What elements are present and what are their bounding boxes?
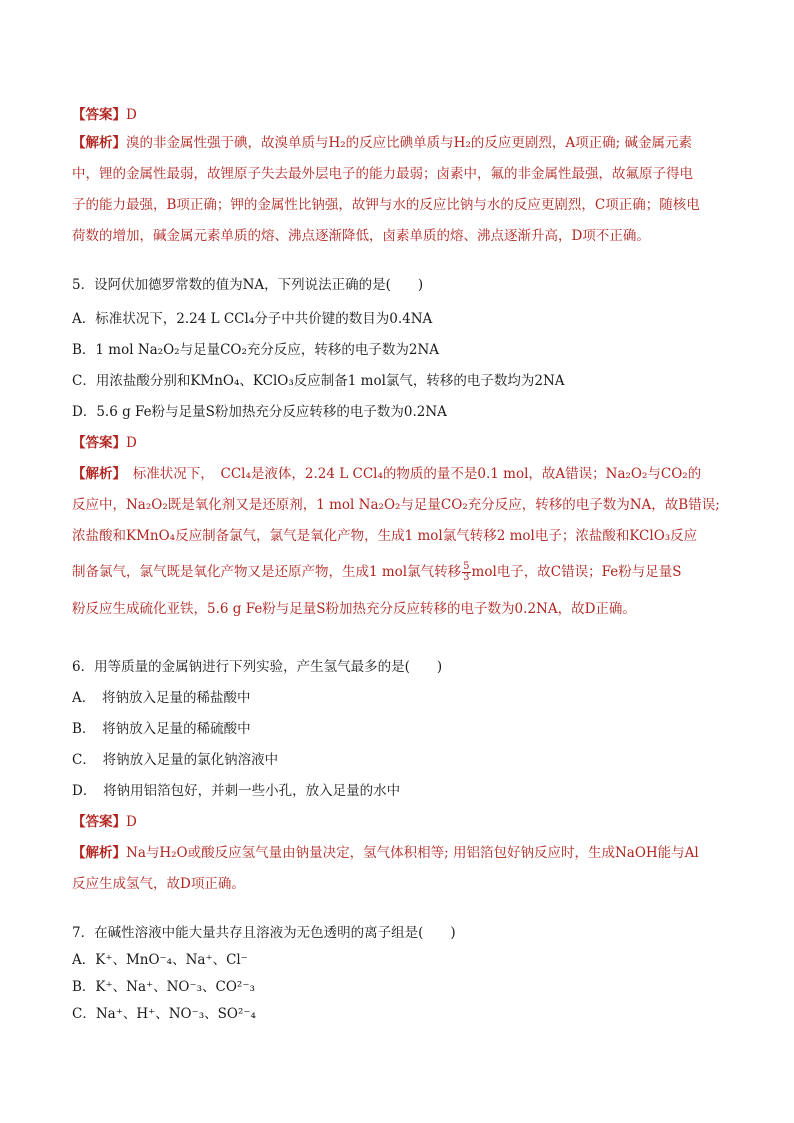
q6-analysis-line-2: 反应生成氢气，故D项正确。 (72, 876, 245, 892)
q5-option-d: D．5.6 g Fe粉与足量S粉加热充分反应转移的电子数为0.2NA (72, 404, 447, 420)
q7-option-c: C．Na⁺、H⁺、NO⁻₃、SO²⁻₄ (72, 1006, 256, 1022)
q7-option-b: B．K⁺、Na⁺、NO⁻₃、CO²⁻₃ (72, 979, 255, 995)
q5-option-c: C．用浓盐酸分别和KMnO₄、KClO₃反应制备1 mol氯气，转移的电子数均为2NA (72, 373, 565, 389)
q4-analysis-line-1: 【解析】溴的非金属性强于碘，故溴单质与H₂的反应比碘单质与H₂的反应更剧烈，A项正确; 碱金属元素 (72, 135, 692, 151)
q6-option-a: A． 将钠放入足量的稀盐酸中 (72, 690, 251, 706)
q5-answer: 【答案】D (72, 435, 137, 451)
q5-option-a: A．标准状况下，2.24 L CCl₄分子中共价键的数目为0.4NA (72, 311, 433, 327)
q6-option-c: C． 将钠放入足量的氯化钠溶液中 (72, 752, 279, 768)
q5-option-b: B．1 mol Na₂O₂与足量CO₂充分反应，转移的电子数为2NA (72, 342, 440, 358)
q4-analysis-line-4: 荷数的增加，碱金属元素单质的熔、沸点逐渐降低，卤素单质的熔、沸点逐渐升高，D项不正确。 (72, 228, 650, 244)
q6-stem: 6．用等质量的金属钠进行下列实验，产生氢气最多的是( ) (72, 659, 443, 675)
fraction-5-3: $\frac{5}{3}$ (463, 561, 470, 583)
q4-analysis-line-2: 中，锂的金属性最弱，故锂原子失去最外层电子的能力最弱；卤素中，氟的非金属性最强，故氟原子得电 (72, 166, 693, 182)
q7-option-a: A．K⁺、MnO⁻₄、Na⁺、Cl⁻ (72, 952, 248, 968)
q6-answer: 【答案】D (72, 814, 137, 830)
analysis-tag: 【解析】 (72, 135, 126, 151)
q7-stem: 7．在碱性溶液中能大量共存且溶液为无色透明的离子组是( ) (72, 925, 456, 941)
q6-analysis-line-1: 【解析】Na与H₂O或酸反应氢气量由钠量决定，氢气体积相等; 用铝箔包好钠反应时，生成NaOH能与Al (72, 845, 699, 861)
q5-stem: 5．设阿伏加德罗常数的值为NA，下列说法正确的是( ) (72, 277, 424, 293)
answer-tag: 【答案】 (72, 107, 126, 123)
answer-tag: 【答案】 (72, 814, 126, 830)
q5-analysis-line-5: 粉反应生成硫化亚铁，5.6 g Fe粉与足量S粉加热充分反应转移的电子数为0.2NA，故D正确。 (72, 601, 636, 617)
q6-option-d: D． 将钠用铝箔包好，并刺一些小孔，放入足量的水中 (72, 783, 401, 799)
analysis-tag: 【解析】 (72, 466, 120, 482)
q5-analysis-line-4: 制备氯气，氯气既是氧化产物又是还原产物，生成1 mol氯气转移 $\frac{5}{3}$ mol电子，故C错误；Fe粉与足量S (72, 561, 682, 583)
answer-tag: 【答案】 (72, 435, 126, 451)
q6-option-b: B． 将钠放入足量的稀硫酸中 (72, 721, 251, 737)
q4-answer: 【答案】D (72, 107, 137, 123)
q5-analysis-line-2: 反应中，Na₂O₂既是氧化剂又是还原剂，1 mol Na₂O₂与足量CO₂充分反应，转移的电子数为NA，故B错误; (72, 497, 720, 513)
q4-analysis-line-3: 子的能力最强，B项正确；钾的金属性比钠强，故钾与水的反应比钠与水的反应更剧烈，C项正确；随核电 (72, 197, 700, 213)
q5-analysis-line-1: 【解析】 标准状况下， CCl₄是液体，2.24 L CCl₄的物质的量不是0.1 mol，故A错误；Na₂O₂与CO₂的 (72, 466, 702, 482)
analysis-tag: 【解析】 (72, 845, 126, 861)
q5-analysis-line-3: 浓盐酸和KMnO₄反应制备氯气，氯气是氧化产物，生成1 mol氯气转移2 mol电子；浓盐酸和KClO₃反应 (72, 528, 698, 544)
